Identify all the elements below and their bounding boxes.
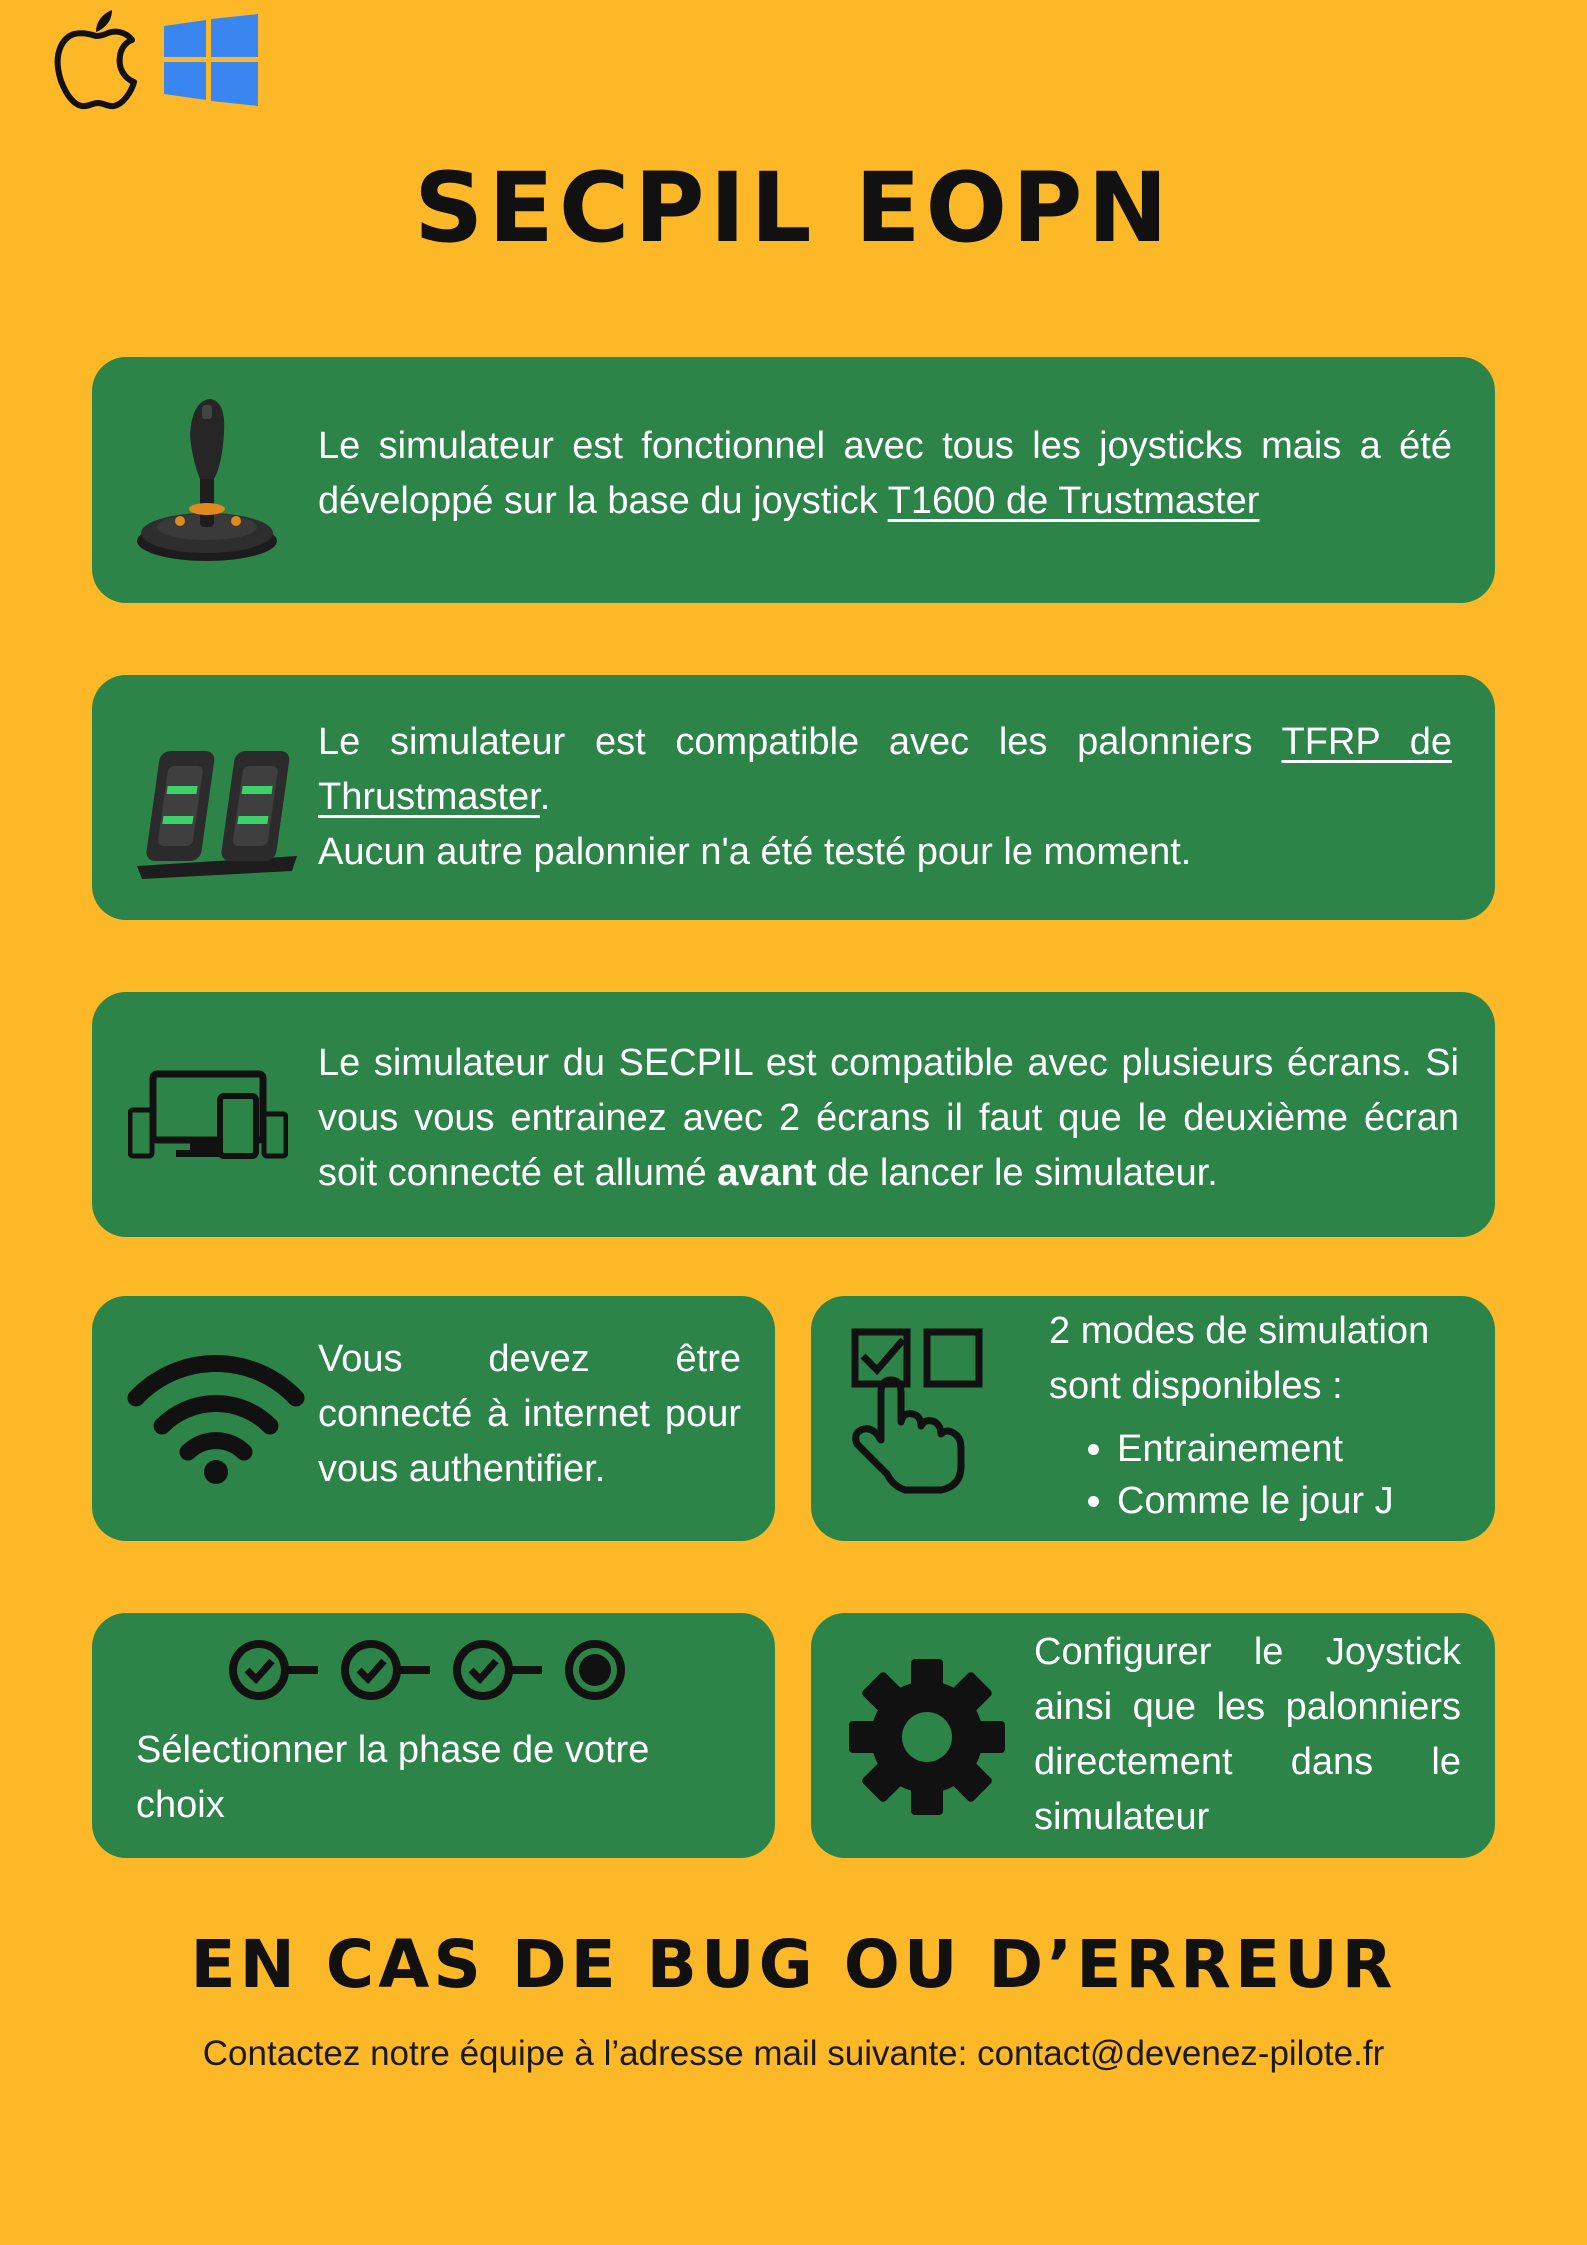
phase-info-card	[92, 1613, 775, 1858]
config-info-text: Configurer le Joystick ainsi que les palonniers directement dans le simulateur	[1034, 1631, 1461, 1838]
phase-info-text: Sélectionner la phase de votre choix	[136, 1729, 650, 1826]
rudder-pedals-icon	[132, 741, 302, 881]
modes-info-text: 2 modes de simulation sont disponibles : • Entrainement • Comme le jour J	[1049, 1304, 1464, 1538]
modes-list	[1049, 1412, 1464, 1538]
apple-icon	[52, 8, 138, 110]
windows-icon	[164, 14, 258, 106]
internet-info-text: Vous devez être connecté à internet pour vous authentifier.	[318, 1338, 741, 1490]
pedals-info-card	[92, 675, 1495, 920]
checkbox-hand-icon	[847, 1326, 987, 1496]
screens-info-card	[92, 992, 1495, 1237]
devices-icon	[128, 1070, 288, 1160]
wifi-icon	[126, 1348, 306, 1484]
page-title: SECPIL EOPN	[414, 152, 1173, 264]
joystick-info-text: Le simulateur est fonctionnel avec tous les joysticks mais a été développé sur la base du joystick T1600 de Trustmaster	[318, 425, 1452, 522]
t1600-link[interactable]: T1600 de Trustmaster	[887, 480, 1260, 522]
mode-item-entrainement: • Entrainement	[1117, 1412, 1464, 1486]
mode-item-jour-j: • Comme le jour J	[1117, 1464, 1464, 1538]
screens-info-text: Le simulateur du SECPIL est compatible avec plusieurs écrans. Si vous vous entrainez avec 2 écrans il faut que le deuxième écran soit connecté et allumé avant de lancer le simulateur.	[318, 1042, 1459, 1194]
joystick-info-card	[92, 357, 1495, 603]
pedals-info-text: Le simulateur est compatible avec les palonniers TFRP de Thrustmaster. Aucun autre palonnier n'a été testé pour le moment.	[318, 721, 1452, 873]
contact-text: Contactez notre équipe à l’adresse mail suivante: contact@devenez-pilote.fr	[202, 2034, 1385, 2073]
modes-info-card	[811, 1296, 1495, 1541]
tfrp-link[interactable]: TFRP de Thrustmaster	[318, 721, 1452, 818]
gear-icon	[847, 1657, 1007, 1817]
config-info-card	[811, 1613, 1495, 1858]
internet-info-card	[92, 1296, 775, 1541]
bug-section-title: EN CAS DE BUG OU D’ERREUR	[190, 1926, 1397, 2003]
joystick-icon	[132, 395, 282, 565]
progress-steps-icon	[226, 1637, 626, 1703]
